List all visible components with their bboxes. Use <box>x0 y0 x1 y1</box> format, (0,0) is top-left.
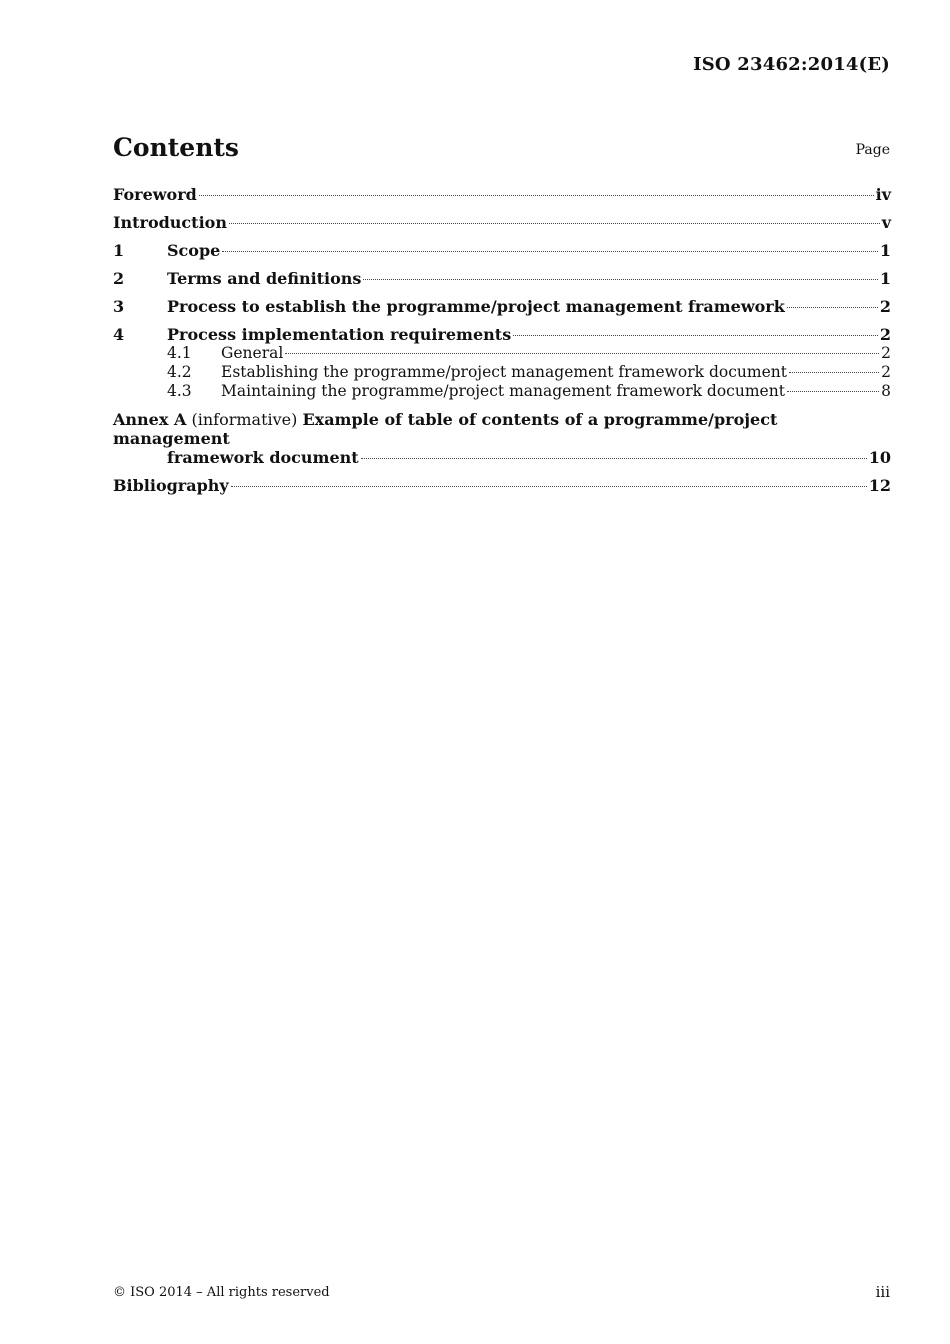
toc-entry-annex-a[interactable] <box>113 410 891 467</box>
toc-entry-number: 4 <box>113 325 125 344</box>
toc-entry-process-implementation[interactable] <box>113 325 891 344</box>
contents-title: Contents <box>113 133 240 162</box>
toc-entry-page: 12 <box>868 476 891 495</box>
toc-subentry-establishing[interactable] <box>113 363 891 382</box>
toc-entry-title: Establishing the programme/project management framework document <box>221 363 787 381</box>
dot-leader <box>229 223 880 224</box>
toc-entry-page: 8 <box>881 382 891 400</box>
annex-type: (informative) <box>191 410 298 429</box>
dot-leader <box>789 372 879 373</box>
toc-entry-number: 4.3 <box>167 382 192 400</box>
toc-entry-number: 4.1 <box>167 344 192 362</box>
toc-entry-title: Terms and definitions <box>167 269 362 288</box>
dot-leader <box>361 458 867 459</box>
toc-entry-page: 2 <box>879 325 891 344</box>
footer-copyright: © ISO 2014 – All rights reserved <box>113 1285 330 1300</box>
annex-second-line <box>113 448 891 467</box>
toc-entry-scope[interactable] <box>113 241 891 260</box>
dot-leader <box>787 391 879 392</box>
toc-entry-title: Maintaining the programme/project management framework document <box>221 382 785 400</box>
toc-entry-page: 1 <box>879 241 891 260</box>
toc-entry-number: 1 <box>113 241 125 260</box>
toc-entry-page: 2 <box>881 344 891 362</box>
document-id: ISO 23462:2014(E) <box>693 54 890 75</box>
toc-entry-page: 2 <box>881 363 891 381</box>
annex-first-line <box>113 410 891 448</box>
toc-entry-introduction[interactable] <box>113 213 891 232</box>
dot-leader <box>363 279 877 280</box>
dot-leader <box>285 353 879 354</box>
footer-page-number: iii <box>875 1283 890 1301</box>
toc-entry-title: Process to establish the programme/project management framework <box>167 297 785 316</box>
toc-entry-page: v <box>881 213 891 232</box>
toc-entry-title: Bibliography <box>113 476 229 495</box>
toc-entry-process-establish[interactable] <box>113 297 891 316</box>
toc-entry-page: 2 <box>879 297 891 316</box>
toc-entry-terms[interactable] <box>113 269 891 288</box>
toc-entry-title: Process implementation requirements <box>167 325 512 344</box>
toc-entry-number: 3 <box>113 297 125 316</box>
toc-entry-number: 4.2 <box>167 363 192 381</box>
toc-entry-page: iv <box>875 185 891 204</box>
toc-entry-foreword[interactable] <box>113 185 891 204</box>
dot-leader <box>787 307 878 308</box>
toc-entry-number: 2 <box>113 269 125 288</box>
toc-entry-title: Scope <box>167 241 221 260</box>
toc-entry-title: General <box>221 344 284 362</box>
toc-entry-page: 1 <box>879 269 891 288</box>
toc-entry-bibliography[interactable] <box>113 476 891 495</box>
dot-leader <box>513 335 878 336</box>
toc-entry-title: Introduction <box>113 213 227 232</box>
toc-subentry-general[interactable] <box>113 344 891 363</box>
dot-leader <box>222 251 878 252</box>
dot-leader <box>231 486 867 487</box>
page-column-label: Page <box>855 142 890 158</box>
toc-subentry-maintaining[interactable] <box>113 382 891 401</box>
dot-leader <box>199 195 874 196</box>
toc-entry-page: 10 <box>868 448 891 467</box>
annex-title-line2: framework document <box>167 448 359 467</box>
annex-label: Annex A <box>113 410 187 429</box>
toc-entry-title: Foreword <box>113 185 197 204</box>
table-of-contents <box>113 185 891 495</box>
annex-title-line1: Example of table of contents of a programme/project management <box>113 410 778 448</box>
